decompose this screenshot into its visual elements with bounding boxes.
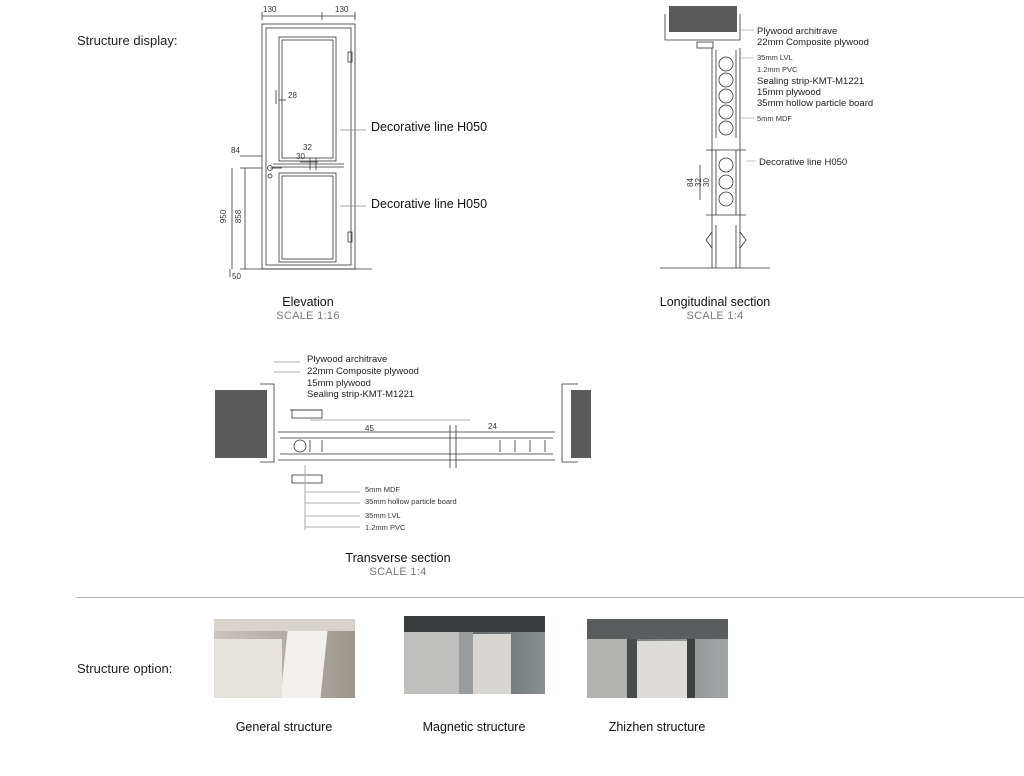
- section-divider: [77, 597, 1024, 598]
- long-note-architrave: Plywood architrave: [757, 26, 838, 37]
- trans-note-hollow-board: 35mm hollow particle board: [365, 497, 457, 506]
- elev-deco-line-bottom: Decorative line H050: [371, 197, 488, 211]
- long-note-mdf: 5mm MDF: [757, 114, 792, 123]
- elevation-scale: SCALE 1:16: [276, 310, 340, 322]
- long-note-composite-plywood: 22mm Composite plywood: [757, 37, 869, 48]
- trans-note-lvl: 35mm LVL: [365, 511, 401, 520]
- trans-note-15mm-plywood: 15mm plywood: [307, 378, 371, 389]
- long-note-pvc: 1.2mm PVC: [757, 65, 798, 74]
- transverse-title: Transverse section: [345, 551, 451, 565]
- elev-dim-858: 858: [234, 209, 244, 224]
- trans-note-sealing-strip: Sealing strip-KMT-M1221: [307, 389, 415, 400]
- elev-dim-32: 32: [303, 143, 312, 152]
- option-label-zhizhen: Zhizhen structure: [608, 720, 706, 734]
- zhizhen-structure-photo: [587, 619, 728, 698]
- elev-dim-30: 30: [296, 152, 305, 161]
- option-label-general: General structure: [235, 720, 333, 734]
- long-dim-30: 30: [701, 178, 711, 187]
- option-label-magnetic: Magnetic structure: [422, 720, 526, 734]
- elevation-title: Elevation: [282, 295, 334, 309]
- general-structure-photo: [214, 619, 355, 698]
- trans-dim-24: 24: [488, 422, 497, 431]
- long-note-hollow-board: 35mm hollow particle board: [757, 98, 874, 109]
- structure-option-label: Structure option:: [77, 661, 173, 676]
- elev-dim-50: 50: [232, 272, 241, 281]
- longitudinal-scale: SCALE 1:4: [686, 310, 744, 322]
- long-dim-32: 32: [693, 178, 703, 187]
- trans-note-architrave: Plywood architrave: [307, 354, 388, 365]
- elev-dim-top-left: 130: [263, 5, 277, 14]
- long-deco-line: Decorative line H050: [759, 157, 848, 168]
- elev-deco-line-top: Decorative line H050: [371, 120, 488, 134]
- long-note-lvl: 35mm LVL: [757, 53, 793, 62]
- transverse-scale: SCALE 1:4: [369, 566, 427, 578]
- elev-dim-84: 84: [231, 146, 240, 155]
- trans-dim-45: 45: [365, 424, 374, 433]
- elev-dim-top-right: 130: [335, 5, 349, 14]
- long-note-15mm-plywood: 15mm plywood: [757, 87, 821, 98]
- trans-note-pvc: 1.2mm PVC: [365, 523, 406, 532]
- elev-dim-stile: 28: [288, 91, 297, 100]
- trans-note-mdf: 5mm MDF: [365, 485, 400, 494]
- elev-dim-950: 950: [219, 209, 229, 224]
- long-dim-84: 84: [685, 178, 695, 187]
- long-note-sealing-strip: Sealing strip-KMT-M1221: [757, 76, 865, 87]
- trans-note-composite-plywood: 22mm Composite plywood: [307, 366, 419, 377]
- structure-display-label: Structure display:: [77, 33, 178, 48]
- longitudinal-title: Longitudinal section: [659, 295, 771, 309]
- magnetic-structure-photo: [404, 616, 545, 694]
